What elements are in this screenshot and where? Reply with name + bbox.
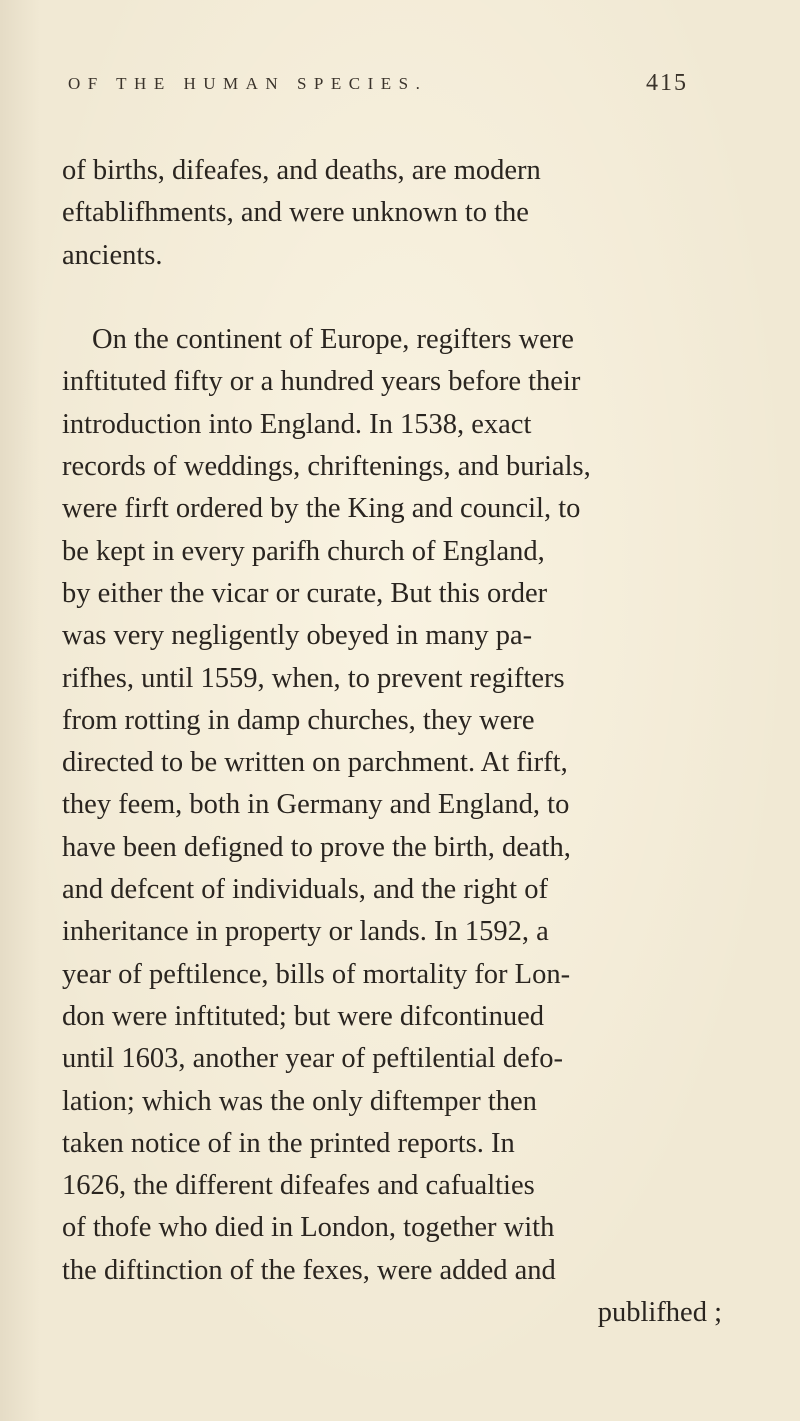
text-line: of thofe who died in London, together with xyxy=(62,1212,555,1244)
text-line: don were inftituted; but were difcontinued xyxy=(62,1000,544,1032)
text-line: ancients. xyxy=(62,239,163,271)
text-line: inftituted fifty or a hundred years before their xyxy=(62,366,581,398)
text-line: of births, difeafes, and deaths, are modern xyxy=(62,155,541,186)
text-line: introduction into England. In 1538, exact xyxy=(62,408,532,440)
catchword-line: publifhed ; xyxy=(597,1297,722,1329)
text-line: was very negligently obeyed in many pa- xyxy=(62,620,533,652)
text-line: lation; which was the only diftemper then xyxy=(62,1085,537,1117)
text-line: have been defigned to prove the birth, death, xyxy=(62,831,571,863)
text-line: were firft ordered by the King and council, to xyxy=(62,493,581,525)
text-line: directed to be written on parchment. At firft, xyxy=(62,747,568,779)
running-header xyxy=(68,70,728,96)
text-line: 1626, the different difeafes and cafualties xyxy=(62,1170,535,1202)
paragraph-break xyxy=(62,277,742,319)
text-line: from rotting in damp churches, they were xyxy=(62,704,535,736)
body-text xyxy=(62,150,742,1334)
text-line: by either the vicar or curate, But this order xyxy=(62,577,548,609)
text-line: be kept in every parifh church of England, xyxy=(62,535,545,567)
text-line: On the continent of Europe, regifters were xyxy=(92,324,574,356)
text-line: eftablifhments, and were unknown to the xyxy=(62,197,529,229)
page-number: 415 xyxy=(646,70,688,96)
running-title: OF THE HUMAN SPECIES. xyxy=(68,74,428,93)
text-line: rifhes, until 1559, when, to prevent regifters xyxy=(62,662,565,694)
text-line: they feem, both in Germany and England, to xyxy=(62,789,570,821)
text-line: the diftinction of the fexes, were added and xyxy=(62,1254,556,1286)
text-line: until 1603, another year of peftilential defo- xyxy=(62,1043,563,1075)
text-line: taken notice of in the printed reports. In xyxy=(62,1127,515,1159)
text-line: year of peftilence, bills of mortality for Lon- xyxy=(62,958,571,990)
text-line: and defcent of individuals, and the right of xyxy=(62,874,548,906)
text-line: inheritance in property or lands. In 1592, a xyxy=(62,916,549,948)
text-line: records of weddings, chriftenings, and burials, xyxy=(62,451,591,483)
